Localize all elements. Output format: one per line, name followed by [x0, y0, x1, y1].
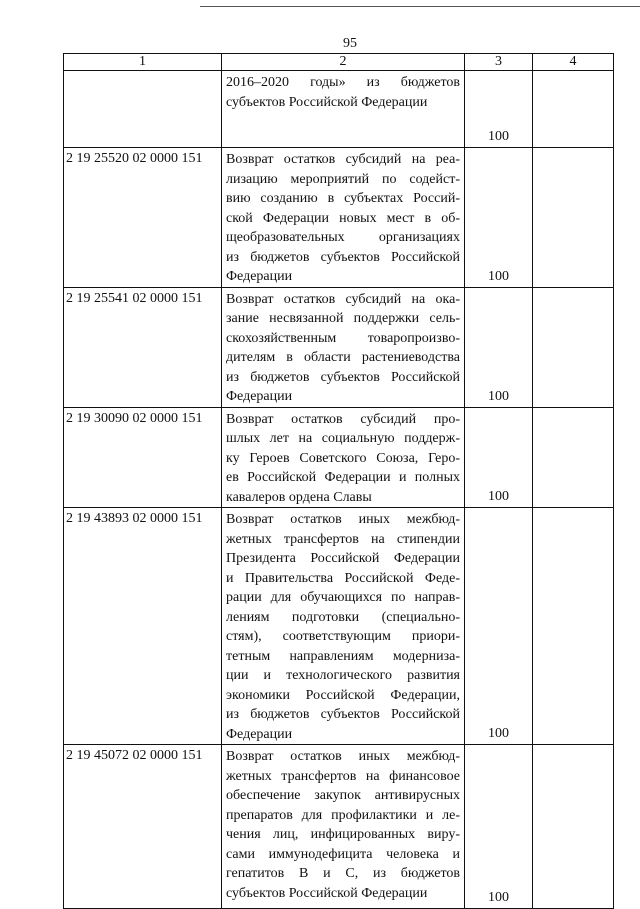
budget-code-cell: 2 19 30090 02 0000 151 — [64, 407, 222, 508]
amount-cell: 100 — [465, 148, 533, 288]
budget-code-cell: 2 19 25520 02 0000 151 — [64, 148, 222, 288]
income-name-line: Возврат остатков субсидий на реа- — [226, 152, 460, 167]
table-row — [64, 287, 614, 407]
income-name-cell — [222, 71, 465, 148]
income-name-line: гепатитов В и С, из бюджетов — [226, 866, 460, 881]
column-header-2: 2 — [222, 54, 465, 71]
income-name-line: тетным направлениям модерниза- — [226, 648, 460, 664]
income-name-line: Федерации — [226, 269, 293, 284]
income-name-line: вию созданию в субъектах Россий- — [226, 191, 460, 206]
page-number: 95 — [343, 36, 357, 51]
income-name-line: из бюджетов субъектов Российской — [226, 249, 460, 265]
income-name-line: ку Героев Советского Союза, Геро- — [226, 450, 460, 466]
income-name-line: ции и технологического развития — [226, 668, 460, 683]
column-4-cell — [533, 148, 614, 288]
income-name-line: рации для обучающихся по направ- — [226, 590, 460, 605]
column-4-cell — [533, 287, 614, 407]
budget-code-cell: 2 19 45072 02 0000 151 — [64, 745, 222, 909]
income-name-line: Возврат остатков иных межбюд- — [226, 749, 460, 764]
income-name-cell — [222, 508, 465, 745]
income-name-cell — [222, 287, 465, 407]
income-name-line: дителям в области растениеводства — [226, 350, 460, 365]
income-name-line: Федерации — [226, 389, 293, 404]
amount-cell: 100 — [465, 287, 533, 407]
income-name-line: Возврат остатков субсидий про- — [226, 411, 460, 427]
income-name-line: лизацию мероприятий по содейст- — [226, 171, 460, 187]
table-row — [64, 148, 614, 288]
income-name-line: зание несвязанной поддержки сель- — [226, 311, 460, 326]
income-name-line: 2016–2020 годы» из бюджетов — [226, 75, 460, 90]
income-name-line: Возврат остатков иных межбюд- — [226, 512, 460, 527]
column-header-3: 3 — [465, 54, 533, 71]
table-row — [64, 71, 614, 148]
table-row — [64, 745, 614, 909]
column-header-1: 1 — [64, 54, 222, 71]
amount-cell: 100 — [465, 407, 533, 508]
income-name-line: жетных трансфертов на стипендии — [226, 531, 460, 547]
amount-cell: 100 — [465, 71, 533, 148]
income-name-line: чения лиц, инфицированных виру- — [226, 827, 460, 842]
income-name-line: кавалеров ордена Славы — [226, 489, 372, 505]
income-name-line: сами иммунодефицита человека и — [226, 846, 460, 862]
column-4-cell — [533, 407, 614, 508]
income-name-line: Федерации — [226, 726, 293, 742]
column-4-cell — [533, 745, 614, 909]
column-header-4: 4 — [533, 54, 614, 71]
income-name-line: обеспечение закупок антивирусных — [226, 788, 460, 803]
income-name-line: Президента Российской Федерации — [226, 551, 460, 566]
budget-code-cell: 2 19 43893 02 0000 151 — [64, 508, 222, 745]
income-name-cell — [222, 407, 465, 508]
income-name-line: жетных трансфертов на финансовое — [226, 768, 460, 784]
income-name-line: субъектов Российской Федерации — [226, 94, 428, 110]
income-name-line: ев Российской Федерации и полных — [226, 470, 460, 485]
column-4-cell — [533, 508, 614, 745]
amount-cell: 100 — [465, 745, 533, 909]
table-body — [64, 71, 614, 909]
income-name-line: шлых лет на социальную поддерж- — [226, 431, 460, 446]
column-4-cell — [533, 71, 614, 148]
budget-code-cell: 2 19 25541 02 0000 151 — [64, 287, 222, 407]
table-row — [64, 407, 614, 508]
income-name-line: скохозяйственным товаропроизво- — [226, 330, 460, 346]
income-name-line: щеобразовательных организациях — [226, 230, 460, 245]
header-row — [64, 54, 614, 71]
income-name-line: ской Федерации новых мест в об- — [226, 210, 460, 226]
budget-table — [63, 53, 614, 909]
income-name-line: экономики Российской Федерации, — [226, 687, 460, 703]
budget-code-cell — [64, 71, 222, 148]
income-name-line: из бюджетов субъектов Российской — [226, 369, 460, 385]
income-name-line: препаратов для профилактики и ле- — [226, 807, 460, 823]
income-name-line: и Правительства Российской Феде- — [226, 570, 460, 586]
income-name-cell — [222, 148, 465, 288]
amount-cell: 100 — [465, 508, 533, 745]
table-row — [64, 508, 614, 745]
income-name-cell — [222, 745, 465, 909]
income-name-line: лениям подготовки (специально- — [226, 609, 460, 625]
income-name-line: Возврат остатков субсидий на ока- — [226, 291, 460, 307]
income-name-line: стям), соответствующим приори- — [226, 629, 460, 644]
income-name-line: из бюджетов субъектов Российской — [226, 707, 460, 722]
header-rule — [200, 6, 640, 7]
income-name-line: субъектов Российской Федерации — [226, 885, 428, 901]
